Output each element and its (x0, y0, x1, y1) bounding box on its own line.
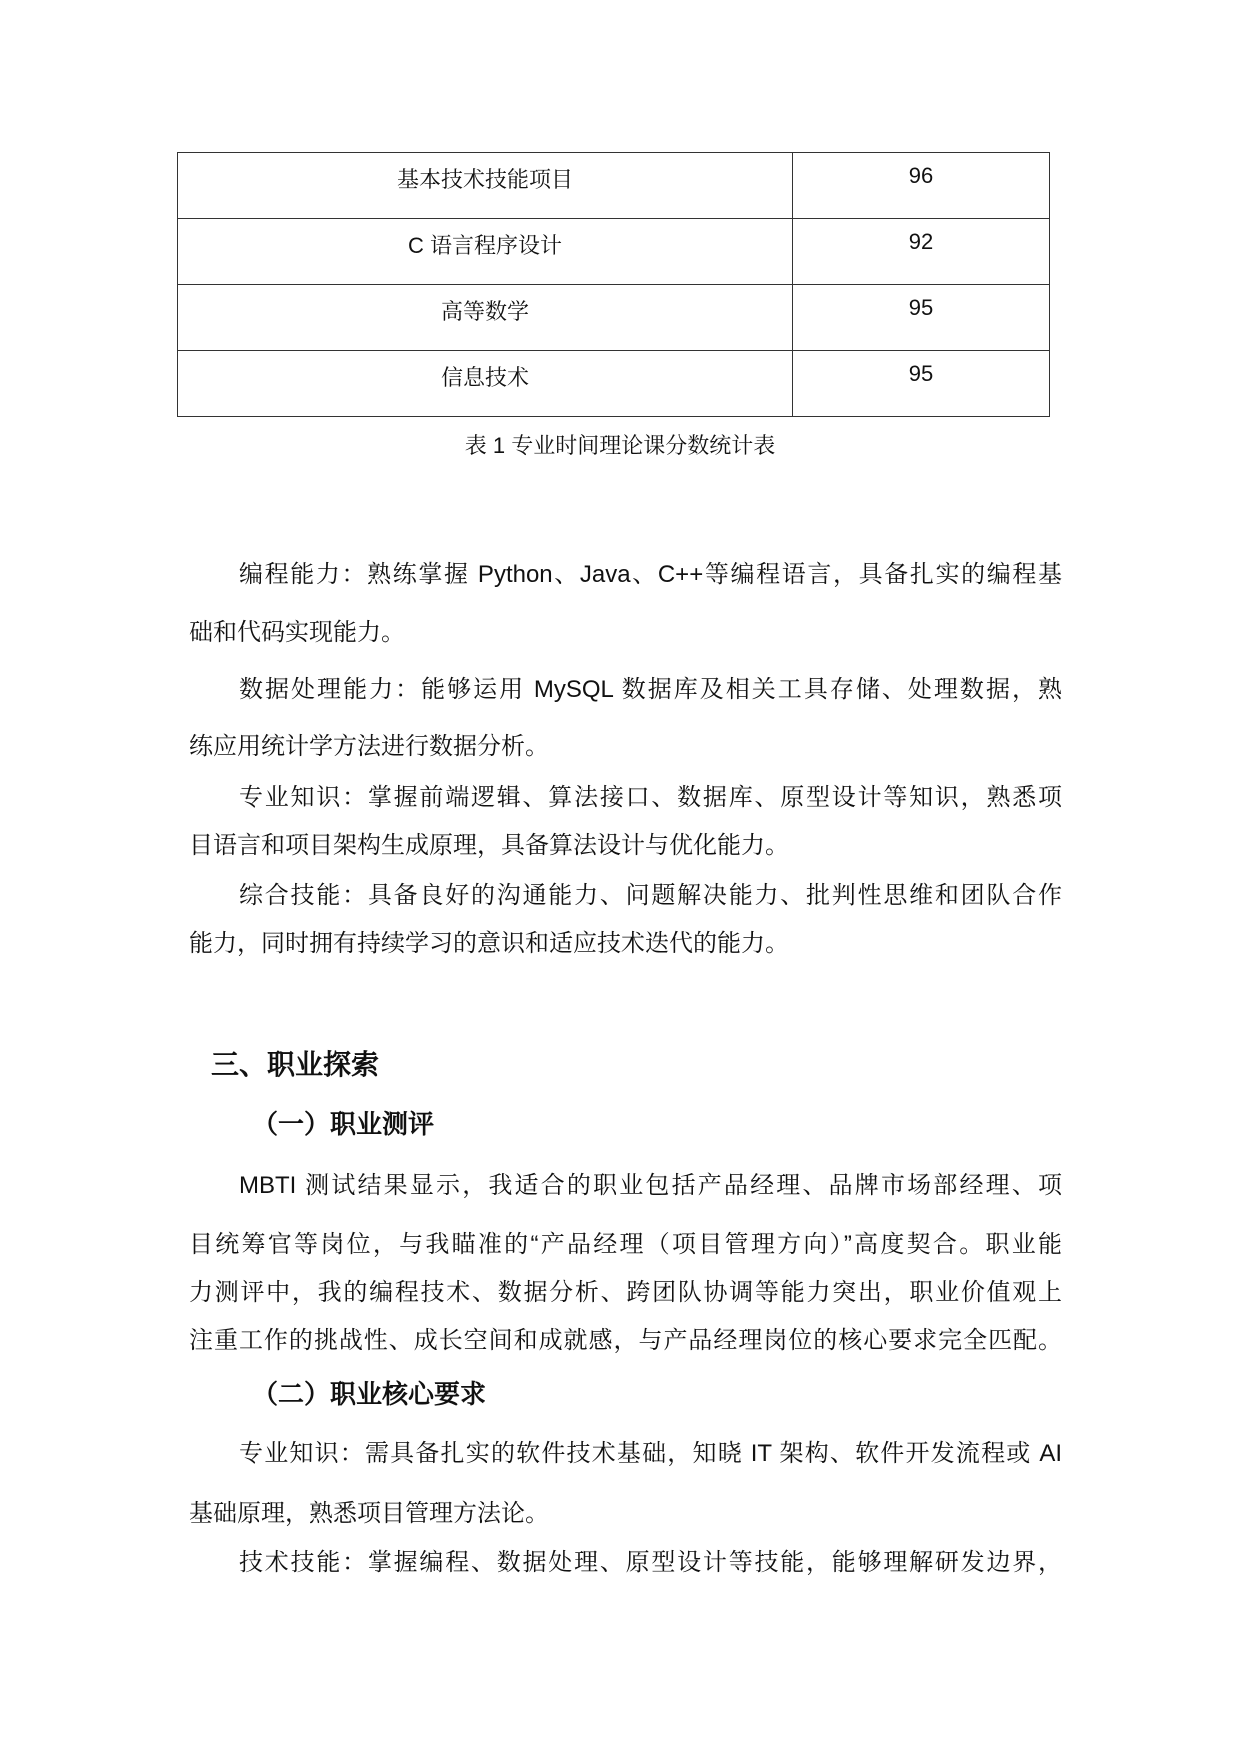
score-table (177, 152, 1050, 417)
paragraph-line: 专业知识：需具备扎实的软件技术基础，知晓 IT 架构、软件开发流程或 AI (239, 1440, 1062, 1467)
paragraph-line: MBTI 测试结果显示，我适合的职业包括产品经理、品牌市场部经理、项 (239, 1172, 1062, 1199)
score-cell: 95 (793, 351, 1050, 417)
paragraph-line: 练应用统计学方法进行数据分析。 (189, 733, 549, 760)
paragraph-line: 注重工作的挑战性、成长空间和成就感，与产品经理岗位的核心要求完全匹配。 (189, 1327, 1062, 1354)
paragraph-line: 目语言和项目架构生成原理，具备算法设计与优化能力。 (189, 832, 789, 859)
score-cell: 96 (793, 153, 1050, 219)
table-row (178, 219, 1050, 285)
table-row (178, 153, 1050, 219)
paragraph-line: 力测评中，我的编程技术、数据分析、跨团队协调等能力突出，职业价值观上 (189, 1279, 1062, 1306)
paragraph-line: 础和代码实现能力。 (189, 619, 405, 646)
paragraph-line: 基础原理，熟悉项目管理方法论。 (189, 1500, 549, 1527)
table-row (178, 285, 1050, 351)
paragraph-line: 能力，同时拥有持续学习的意识和适应技术迭代的能力。 (189, 930, 789, 957)
course-cell: 基本技术技能项目 (178, 153, 793, 219)
score-cell: 92 (793, 219, 1050, 285)
subsection-heading: （一）职业测评 (252, 1109, 435, 1139)
paragraph-line: 数据处理能力：能够运用 MySQL 数据库及相关工具存储、处理数据，熟 (239, 676, 1062, 703)
table-caption: 表 1 专业时间理论课分数统计表 (464, 433, 776, 458)
course-cell: C 语言程序设计 (178, 219, 793, 285)
course-cell: 高等数学 (178, 285, 793, 351)
course-cell: 信息技术 (178, 351, 793, 417)
paragraph-line: 编程能力：熟练掌握 Python、Java、C++等编程语言，具备扎实的编程基 (239, 561, 1062, 588)
paragraph-line: 目统筹官等岗位，与我瞄准的“产品经理（项目管理方向）”高度契合。职业能 (189, 1231, 1062, 1258)
paragraph-line: 专业知识：掌握前端逻辑、算法接口、数据库、原型设计等知识，熟悉项 (239, 784, 1062, 811)
section-heading: 三、职业探索 (211, 1049, 380, 1080)
paragraph-line: 综合技能：具备良好的沟通能力、问题解决能力、批判性思维和团队合作 (239, 882, 1062, 909)
table-row (178, 351, 1050, 417)
score-cell: 95 (793, 285, 1050, 351)
subsection-heading: （二）职业核心要求 (252, 1379, 487, 1409)
paragraph-line: 技术技能：掌握编程、数据处理、原型设计等技能，能够理解研发边界， (239, 1549, 1062, 1576)
